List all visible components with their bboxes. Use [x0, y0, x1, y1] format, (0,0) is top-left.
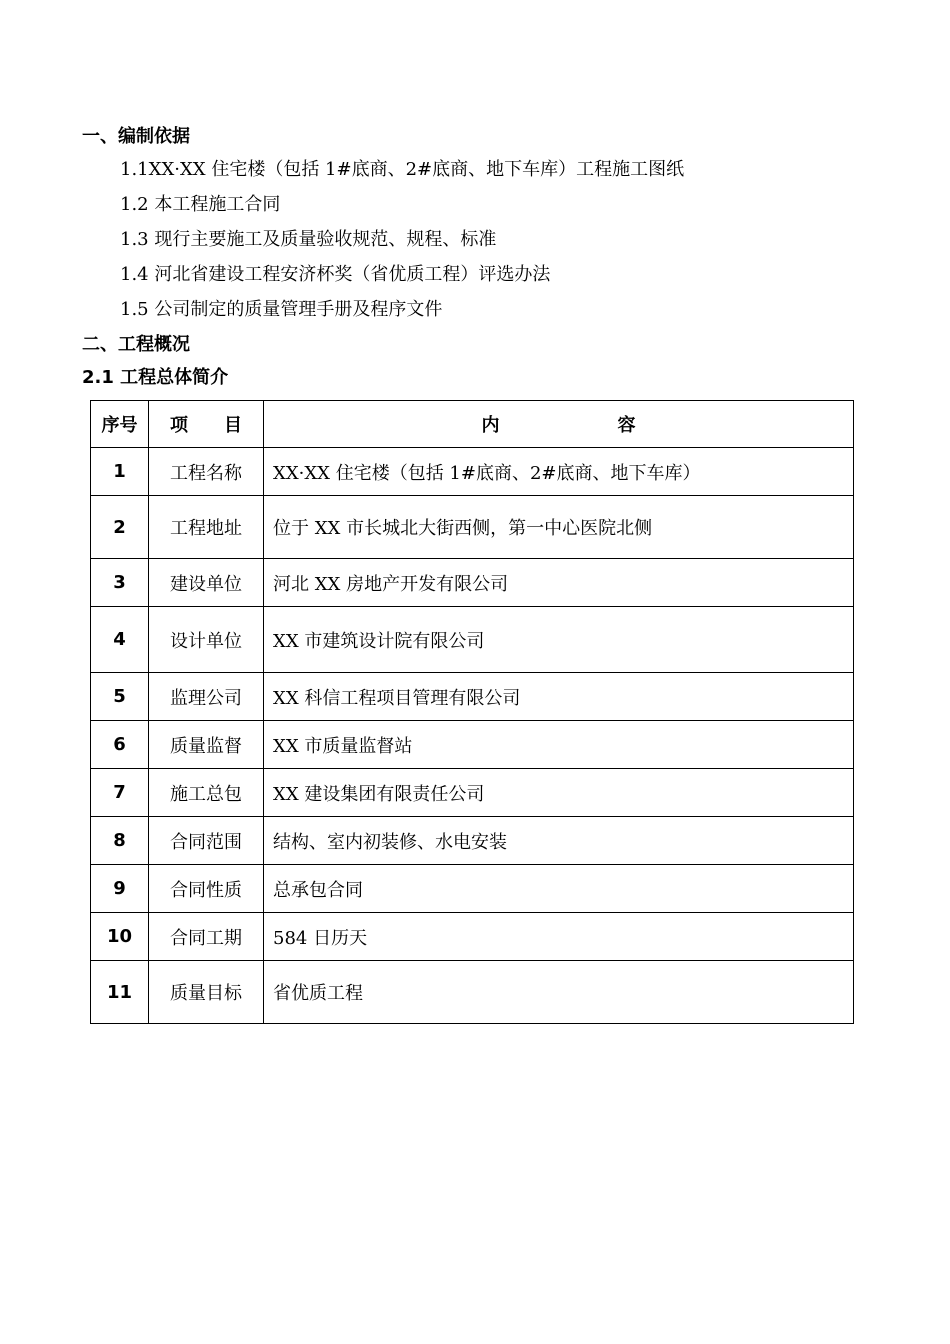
- row-no: 9: [91, 865, 149, 913]
- row-value: XX 市建筑设计院有限公司: [264, 607, 854, 673]
- table-row: [91, 769, 854, 817]
- row-no: 10: [91, 913, 149, 961]
- table-row: [91, 673, 854, 721]
- row-item: 工程地址: [149, 496, 264, 559]
- basis-item-1: 1.1XX·XX 住宅楼（包括 1#底商、2#底商、地下车库）工程施工图纸: [120, 159, 685, 180]
- row-no: 4: [91, 607, 149, 673]
- row-value: 结构、室内初装修、水电安装: [264, 817, 854, 865]
- row-value: 位于 XX 市长城北大街西侧，第一中心医院北侧: [264, 496, 854, 559]
- row-no: 7: [91, 769, 149, 817]
- row-value: 省优质工程: [264, 961, 854, 1024]
- row-no: 3: [91, 559, 149, 607]
- row-item: 合同性质: [149, 865, 264, 913]
- row-no: 11: [91, 961, 149, 1024]
- header-content-right: 容: [617, 415, 636, 436]
- row-value: 总承包合同: [264, 865, 854, 913]
- row-no: 2: [91, 496, 149, 559]
- row-value: XX 市质量监督站: [264, 721, 854, 769]
- row-value: XX 建设集团有限责任公司: [264, 769, 854, 817]
- section-2-heading: 二、工程概况: [82, 334, 190, 355]
- table-row: [91, 721, 854, 769]
- row-value: 584 日历天: [264, 913, 854, 961]
- row-item: 质量目标: [149, 961, 264, 1024]
- basis-item-5: 1.5 公司制定的质量管理手册及程序文件: [120, 299, 443, 320]
- row-item: 工程名称: [149, 448, 264, 496]
- table-row: [91, 913, 854, 961]
- row-item: 质量监督: [149, 721, 264, 769]
- header-content-left: 内: [481, 415, 500, 436]
- table-row: [91, 559, 854, 607]
- header-content: [264, 401, 854, 448]
- section-2-1-heading: 2.1 工程总体简介: [82, 367, 229, 388]
- row-no: 6: [91, 721, 149, 769]
- row-item: 设计单位: [149, 607, 264, 673]
- row-value: XX 科信工程项目管理有限公司: [264, 673, 854, 721]
- row-value: 河北 XX 房地产开发有限公司: [264, 559, 854, 607]
- table-row: [91, 817, 854, 865]
- table-row: [91, 865, 854, 913]
- table-row: [91, 448, 854, 496]
- table-header-row: [91, 401, 854, 448]
- row-item: 合同工期: [149, 913, 264, 961]
- header-item: 项 目: [149, 401, 264, 448]
- basis-item-3: 1.3 现行主要施工及质量验收规范、规程、标准: [120, 229, 497, 250]
- row-no: 1: [91, 448, 149, 496]
- row-item: 施工总包: [149, 769, 264, 817]
- row-value: XX·XX 住宅楼（包括 1#底商、2#底商、地下车库）: [264, 448, 854, 496]
- row-item: 合同范围: [149, 817, 264, 865]
- table-row: [91, 607, 854, 673]
- basis-item-2: 1.2 本工程施工合同: [120, 194, 281, 215]
- section-1-heading: 一、编制依据: [82, 126, 190, 147]
- basis-item-4: 1.4 河北省建设工程安济杯奖（省优质工程）评选办法: [120, 264, 551, 285]
- header-no: 序号: [91, 401, 149, 448]
- row-item: 建设单位: [149, 559, 264, 607]
- row-no: 5: [91, 673, 149, 721]
- table-row: [91, 496, 854, 559]
- row-no: 8: [91, 817, 149, 865]
- project-overview-table: [90, 400, 854, 1024]
- row-item: 监理公司: [149, 673, 264, 721]
- table-row: [91, 961, 854, 1024]
